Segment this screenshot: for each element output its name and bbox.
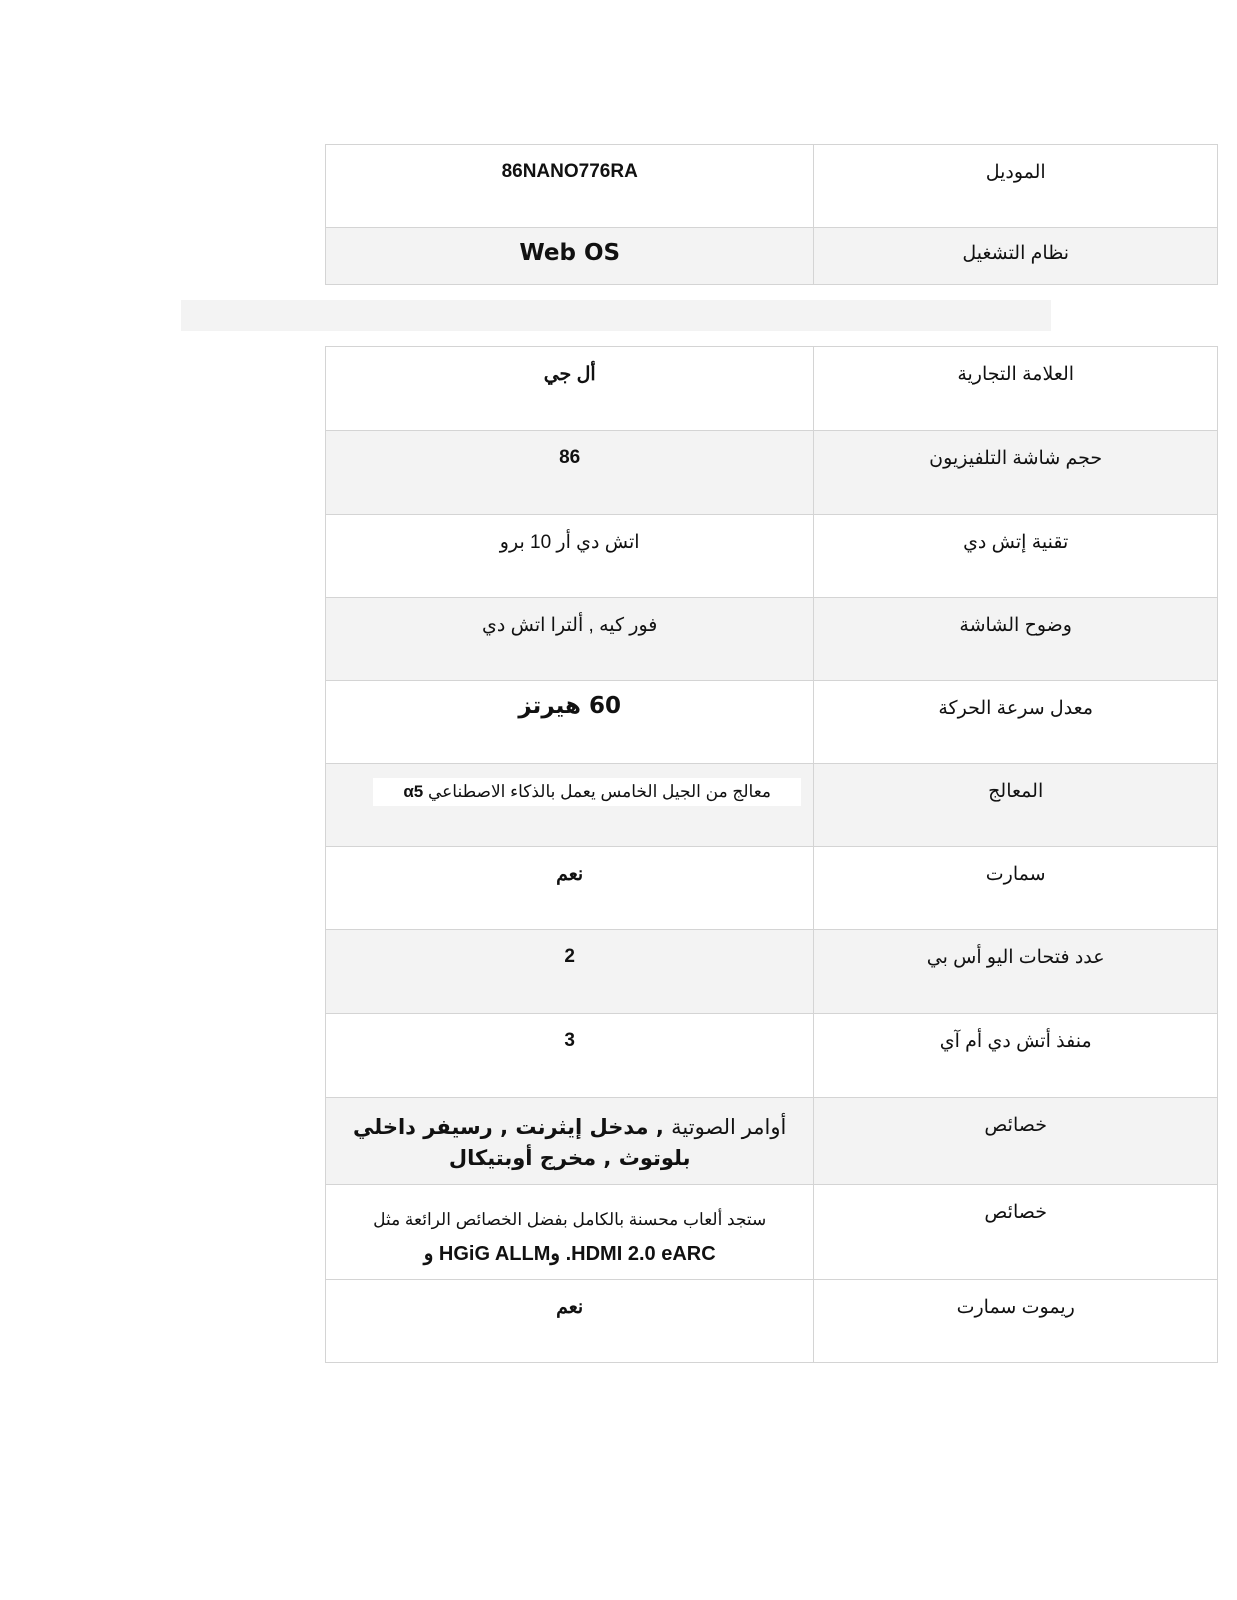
row-value: فور كيه , ألترا اتش دي (481, 615, 658, 636)
table-row (326, 847, 1218, 930)
label-cell (814, 930, 1218, 1014)
processor-description (373, 778, 801, 806)
table-row (326, 681, 1218, 764)
value-cell (326, 431, 814, 515)
label-cell (814, 1014, 1218, 1098)
row-label: المعالج (988, 781, 1044, 802)
features-rest: , مدخل إيثرنت , رسيفر داخلي بلوتوث , مخرج أوبتيكال (353, 1115, 691, 1170)
row-value: اتش دي أر 10 برو (499, 532, 640, 553)
row-label: معدل سرعة الحركة (938, 698, 1094, 719)
label-cell (814, 847, 1218, 930)
value-cell (326, 228, 814, 285)
row-value: 60 هيرتز (518, 693, 621, 719)
spec-table-main (325, 346, 1218, 1363)
divider-bar (181, 300, 1051, 331)
row-value: 86NANO776RA (501, 161, 638, 182)
label-cell (814, 145, 1218, 228)
label-cell (814, 764, 1218, 847)
gaming-line-1: ستجد ألعاب محسنة بالكامل بفضل الخصائص الرائعة مثل (373, 1210, 767, 1229)
table-row (326, 764, 1218, 847)
value-cell (326, 347, 814, 431)
row-label: وضوح الشاشة (959, 615, 1072, 636)
table-row (326, 1014, 1218, 1098)
table-row (326, 1098, 1218, 1185)
features-prefix: أوامر الصوتية (671, 1116, 787, 1139)
table-row (326, 598, 1218, 681)
features-text (326, 1098, 813, 1174)
processor-text: معالج من الجيل الخامس يعمل بالذكاء الاصطناعي (427, 782, 772, 801)
gaming-line-2: HDMI 2.0 eARC. وHGiG ALLM و (423, 1243, 716, 1265)
row-label: سمارت (985, 864, 1046, 885)
row-label: الموديل (985, 162, 1046, 183)
table-row (326, 515, 1218, 598)
value-cell (326, 764, 814, 847)
spec-table-top (325, 144, 1218, 285)
table-row (326, 1280, 1218, 1363)
table-row (326, 1185, 1218, 1280)
value-cell (326, 1014, 814, 1098)
table-row (326, 431, 1218, 515)
row-label: حجم شاشة التلفيزيون (929, 448, 1103, 469)
value-cell (326, 1185, 814, 1280)
row-label: تقنية إتش دي (963, 532, 1069, 553)
table-row (326, 228, 1218, 285)
label-cell (814, 1098, 1218, 1185)
row-label: خصائص (984, 1202, 1047, 1223)
label-cell (814, 1185, 1218, 1280)
row-value: 2 (564, 946, 575, 967)
value-cell (326, 515, 814, 598)
row-value: أل جي (543, 364, 596, 385)
label-cell (814, 228, 1218, 285)
label-cell (814, 347, 1218, 431)
label-cell (814, 598, 1218, 681)
label-cell (814, 1280, 1218, 1363)
value-cell (326, 1098, 814, 1185)
row-value: نعم (556, 1297, 584, 1318)
value-cell (326, 847, 814, 930)
table-row (326, 347, 1218, 431)
value-cell (326, 681, 814, 764)
row-value: Web OS (519, 240, 621, 266)
label-cell (814, 681, 1218, 764)
row-label: ريموت سمارت (956, 1297, 1075, 1318)
label-cell (814, 515, 1218, 598)
row-label: العلامة التجارية (957, 364, 1075, 385)
label-cell (814, 431, 1218, 515)
row-label: نظام التشغيل (962, 243, 1070, 264)
row-label: عدد فتحات اليو أس بي (926, 947, 1105, 968)
gaming-description (338, 1197, 801, 1277)
row-label: خصائص (984, 1115, 1047, 1136)
row-value: نعم (556, 864, 584, 885)
value-cell (326, 1280, 814, 1363)
value-cell (326, 598, 814, 681)
row-value: 86 (559, 447, 581, 468)
table-row (326, 930, 1218, 1014)
table-row (326, 145, 1218, 228)
processor-model: α5 (403, 782, 424, 801)
row-value: 3 (564, 1030, 575, 1051)
row-label: منفذ أتش دي أم آي (939, 1031, 1092, 1052)
value-cell (326, 930, 814, 1014)
value-cell (326, 145, 814, 228)
